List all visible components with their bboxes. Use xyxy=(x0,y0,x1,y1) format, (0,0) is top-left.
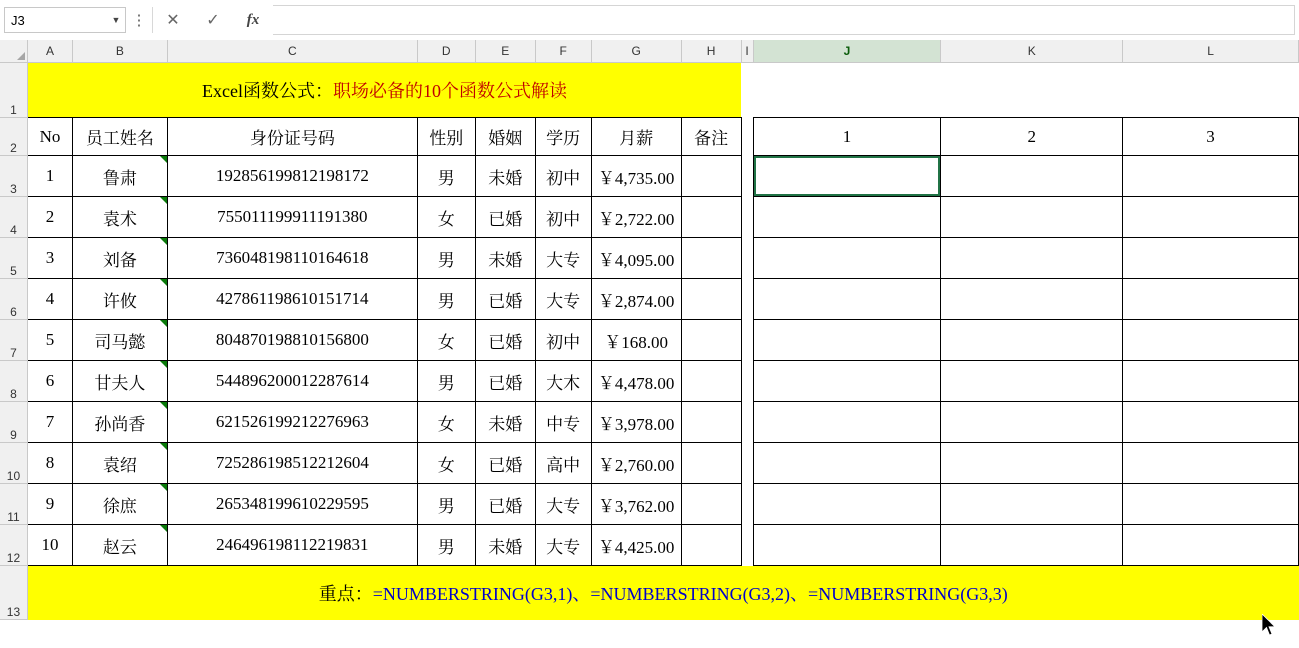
cell-id[interactable]: 265348199610229595 xyxy=(167,484,417,525)
cell-no[interactable]: 9 xyxy=(27,484,72,525)
cell-gender[interactable]: 女 xyxy=(417,402,475,443)
column-header-k[interactable]: K xyxy=(941,40,1123,63)
row-header-1[interactable]: 1 xyxy=(0,63,27,118)
cell-l12[interactable] xyxy=(1123,525,1299,566)
cell-gender[interactable]: 男 xyxy=(417,156,475,197)
table-row xyxy=(0,238,1299,279)
formula-input[interactable] xyxy=(273,5,1295,35)
more-options-icon[interactable]: ⋮ xyxy=(131,12,147,29)
cell-education[interactable]: 大专 xyxy=(535,238,591,279)
column-header-d[interactable]: D xyxy=(417,40,475,63)
cell-education[interactable]: 大木 xyxy=(535,361,591,402)
row-header-5[interactable]: 5 xyxy=(0,238,27,279)
cell-j6[interactable] xyxy=(753,279,941,320)
cell-marriage[interactable]: 未婚 xyxy=(475,156,535,197)
table-header-salary[interactable]: 月薪 xyxy=(591,118,681,156)
cell-l4[interactable] xyxy=(1123,197,1299,238)
cell-marriage[interactable]: 已婚 xyxy=(475,279,535,320)
cell-id[interactable]: 736048198110164618 xyxy=(167,238,417,279)
footer-label: 重点： xyxy=(318,583,373,604)
table-row xyxy=(0,361,1299,402)
column-header-c[interactable]: C xyxy=(167,40,417,63)
cell-j10[interactable] xyxy=(753,443,941,484)
cell-gender[interactable]: 男 xyxy=(417,525,475,566)
cell-marriage[interactable]: 已婚 xyxy=(475,443,535,484)
cell-marriage[interactable]: 未婚 xyxy=(475,525,535,566)
cell-id[interactable]: 246496198112219831 xyxy=(167,525,417,566)
cell-id[interactable]: 804870198810156800 xyxy=(167,320,417,361)
cell-name[interactable]: 许攸 xyxy=(72,279,167,320)
row-header-7[interactable]: 7 xyxy=(0,320,27,361)
footer-formulas: =NUMBERSTRING(G3,1)、=NUMBERSTRING(G3,2)、=NUMBERSTRING(G3,3) xyxy=(372,583,1008,604)
cell-salary[interactable]: ￥4,478.00 xyxy=(591,361,681,402)
name-box-value: J3 xyxy=(11,12,25,28)
cell-name[interactable]: 刘备 xyxy=(72,238,167,279)
cell-marriage[interactable]: 未婚 xyxy=(475,238,535,279)
cell-j5[interactable] xyxy=(753,238,941,279)
cell-k9[interactable] xyxy=(941,402,1123,443)
cell-no[interactable]: 7 xyxy=(27,402,72,443)
sheet-row-1 xyxy=(0,63,1299,118)
cell-k1[interactable] xyxy=(941,63,1123,118)
row-header-2[interactable]: 2 xyxy=(0,118,27,156)
cell-no[interactable]: 8 xyxy=(27,443,72,484)
column-header-a[interactable]: A xyxy=(27,40,72,63)
table-row xyxy=(0,279,1299,320)
cell-note[interactable] xyxy=(681,361,741,402)
sheet-table xyxy=(0,40,1299,620)
formula-bar xyxy=(0,0,1299,41)
cell-k5[interactable] xyxy=(941,238,1123,279)
cell-marriage[interactable]: 未婚 xyxy=(475,402,535,443)
cell-i10[interactable] xyxy=(741,443,753,484)
cell-k3[interactable] xyxy=(941,156,1123,197)
row-header-4[interactable]: 4 xyxy=(0,197,27,238)
cell-k6[interactable] xyxy=(941,279,1123,320)
cell-i6[interactable] xyxy=(741,279,753,320)
cell-gender[interactable]: 男 xyxy=(417,484,475,525)
cell-i2[interactable] xyxy=(741,118,753,156)
cell-note[interactable] xyxy=(681,402,741,443)
right-header-1[interactable]: 1 xyxy=(753,118,941,156)
cell-gender[interactable]: 男 xyxy=(417,279,475,320)
cell-j8[interactable] xyxy=(753,361,941,402)
cell-name[interactable]: 徐庶 xyxy=(72,484,167,525)
cell-name[interactable]: 甘夫人 xyxy=(72,361,167,402)
cell-l8[interactable] xyxy=(1123,361,1299,402)
table-header-id[interactable]: 身份证号码 xyxy=(167,118,417,156)
cell-j7[interactable] xyxy=(753,320,941,361)
cell-marriage[interactable]: 已婚 xyxy=(475,361,535,402)
table-row xyxy=(0,443,1299,484)
cell-note[interactable] xyxy=(681,238,741,279)
table-header-note[interactable]: 备注 xyxy=(681,118,741,156)
cell-id[interactable]: 725286198512212604 xyxy=(167,443,417,484)
cell-no[interactable]: 1 xyxy=(27,156,72,197)
cell-i9[interactable] xyxy=(741,402,753,443)
corner-triangle-icon xyxy=(17,52,25,60)
row-header-6[interactable]: 6 xyxy=(0,279,27,320)
table-header-gender[interactable]: 性别 xyxy=(417,118,475,156)
cell-l1[interactable] xyxy=(1123,63,1299,118)
cell-j11[interactable] xyxy=(753,484,941,525)
cell-note[interactable] xyxy=(681,525,741,566)
cell-l9[interactable] xyxy=(1123,402,1299,443)
cell-i4[interactable] xyxy=(741,197,753,238)
column-header-i[interactable]: I xyxy=(741,40,753,63)
cell-l11[interactable] xyxy=(1123,484,1299,525)
cell-i12[interactable] xyxy=(741,525,753,566)
cell-no[interactable]: 3 xyxy=(27,238,72,279)
cell-no[interactable]: 2 xyxy=(27,197,72,238)
table-row xyxy=(0,197,1299,238)
cell-name[interactable]: 赵云 xyxy=(72,525,167,566)
cell-id[interactable]: 544896200012287614 xyxy=(167,361,417,402)
cell-salary[interactable]: ￥4,425.00 xyxy=(591,525,681,566)
cell-education[interactable]: 大专 xyxy=(535,279,591,320)
select-all-corner[interactable] xyxy=(0,40,27,63)
cell-name[interactable]: 袁术 xyxy=(72,197,167,238)
cell-salary[interactable]: ￥2,722.00 xyxy=(591,197,681,238)
cell-i11[interactable] xyxy=(741,484,753,525)
cell-k4[interactable] xyxy=(941,197,1123,238)
table-row xyxy=(0,320,1299,361)
cell-salary[interactable]: ￥3,762.00 xyxy=(591,484,681,525)
cell-j9[interactable] xyxy=(753,402,941,443)
column-header-j[interactable]: J xyxy=(753,40,941,63)
cell-i5[interactable] xyxy=(741,238,753,279)
cancel-icon[interactable]: ✕ xyxy=(166,12,180,29)
confirm-icon[interactable]: ✓ xyxy=(206,12,220,29)
cell-name[interactable]: 孙尚香 xyxy=(72,402,167,443)
row-header-13[interactable]: 13 xyxy=(0,566,27,620)
cell-l5[interactable] xyxy=(1123,238,1299,279)
insert-function-icon[interactable]: fx xyxy=(246,11,260,28)
cell-j12[interactable] xyxy=(753,525,941,566)
title-banner xyxy=(27,63,741,118)
cell-gender[interactable]: 男 xyxy=(417,361,475,402)
cell-id[interactable]: 427861198610151714 xyxy=(167,279,417,320)
cell-note[interactable] xyxy=(681,279,741,320)
column-header-h[interactable]: H xyxy=(681,40,741,63)
cell-education[interactable]: 大专 xyxy=(535,484,591,525)
title-highlight: 职场必备的10个函数公式解读 xyxy=(333,81,568,101)
name-box[interactable] xyxy=(4,7,126,33)
cell-i3[interactable] xyxy=(741,156,753,197)
column-header-f[interactable]: F xyxy=(535,40,591,63)
cell-gender[interactable]: 女 xyxy=(417,320,475,361)
cell-l6[interactable] xyxy=(1123,279,1299,320)
cell-marriage[interactable]: 已婚 xyxy=(475,320,535,361)
cell-note[interactable] xyxy=(681,443,741,484)
row-header-11[interactable]: 11 xyxy=(0,484,27,525)
cell-id[interactable]: 755011199911191380 xyxy=(167,197,417,238)
cell-education[interactable]: 中专 xyxy=(535,402,591,443)
cell-marriage[interactable]: 已婚 xyxy=(475,197,535,238)
right-header-2[interactable]: 2 xyxy=(941,118,1123,156)
cell-marriage[interactable]: 已婚 xyxy=(475,484,535,525)
cell-gender[interactable]: 女 xyxy=(417,197,475,238)
right-header-3[interactable]: 3 xyxy=(1123,118,1299,156)
row-header-8[interactable]: 8 xyxy=(0,361,27,402)
footer-banner xyxy=(27,566,1298,620)
cell-j1[interactable] xyxy=(753,63,941,118)
cell-j4[interactable] xyxy=(753,197,941,238)
cell-salary[interactable]: ￥4,735.00 xyxy=(591,156,681,197)
cell-k12[interactable] xyxy=(941,525,1123,566)
cell-salary[interactable]: ￥2,760.00 xyxy=(591,443,681,484)
cell-education[interactable]: 初中 xyxy=(535,197,591,238)
table-row xyxy=(0,156,1299,197)
cell-k8[interactable] xyxy=(941,361,1123,402)
cell-l3[interactable] xyxy=(1123,156,1299,197)
row-header-9[interactable]: 9 xyxy=(0,402,27,443)
cell-note[interactable] xyxy=(681,320,741,361)
cell-i8[interactable] xyxy=(741,361,753,402)
cell-j3[interactable] xyxy=(753,156,941,197)
table-header-name[interactable]: 员工姓名 xyxy=(72,118,167,156)
cell-name[interactable]: 袁绍 xyxy=(72,443,167,484)
cell-no[interactable]: 4 xyxy=(27,279,72,320)
chevron-down-icon[interactable]: ▼ xyxy=(111,15,121,25)
cell-k7[interactable] xyxy=(941,320,1123,361)
cell-education[interactable]: 大专 xyxy=(535,525,591,566)
cell-id[interactable]: 192856199812198172 xyxy=(167,156,417,197)
cell-no[interactable]: 6 xyxy=(27,361,72,402)
cell-education[interactable]: 初中 xyxy=(535,320,591,361)
table-row xyxy=(0,484,1299,525)
cell-note[interactable] xyxy=(681,156,741,197)
table-header-education[interactable]: 学历 xyxy=(535,118,591,156)
cell-salary[interactable]: ￥3,978.00 xyxy=(591,402,681,443)
table-header-marriage[interactable]: 婚姻 xyxy=(475,118,535,156)
cell-education[interactable]: 初中 xyxy=(535,156,591,197)
table-header-no[interactable]: No xyxy=(27,118,72,156)
column-header-b[interactable]: B xyxy=(72,40,167,63)
cell-salary[interactable]: ￥168.00 xyxy=(591,320,681,361)
cell-id[interactable]: 621526199212276963 xyxy=(167,402,417,443)
cell-k10[interactable] xyxy=(941,443,1123,484)
column-header-row xyxy=(0,40,1299,63)
cell-i7[interactable] xyxy=(741,320,753,361)
cell-l7[interactable] xyxy=(1123,320,1299,361)
cell-no[interactable]: 10 xyxy=(27,525,72,566)
cell-gender[interactable]: 女 xyxy=(417,443,475,484)
cell-name[interactable]: 鲁肃 xyxy=(72,156,167,197)
column-header-l[interactable]: L xyxy=(1123,40,1299,63)
row-header-10[interactable]: 10 xyxy=(0,443,27,484)
table-row xyxy=(0,402,1299,443)
cell-note[interactable] xyxy=(681,484,741,525)
cell-l10[interactable] xyxy=(1123,443,1299,484)
cell-gender[interactable]: 男 xyxy=(417,238,475,279)
column-header-g[interactable]: G xyxy=(591,40,681,63)
cell-no[interactable]: 5 xyxy=(27,320,72,361)
row-header-12[interactable]: 12 xyxy=(0,525,27,566)
column-header-e[interactable]: E xyxy=(475,40,535,63)
cell-note[interactable] xyxy=(681,197,741,238)
row-header-3[interactable]: 3 xyxy=(0,156,27,197)
title-prefix: Excel函数公式： xyxy=(202,81,334,101)
cell-k11[interactable] xyxy=(941,484,1123,525)
cell-i1[interactable] xyxy=(741,63,753,118)
cell-salary[interactable]: ￥2,874.00 xyxy=(591,279,681,320)
table-row xyxy=(0,525,1299,566)
sheet-row-2 xyxy=(0,118,1299,156)
cell-name[interactable]: 司马懿 xyxy=(72,320,167,361)
spreadsheet-grid[interactable] xyxy=(0,40,1299,648)
cell-salary[interactable]: ￥4,095.00 xyxy=(591,238,681,279)
cell-education[interactable]: 高中 xyxy=(535,443,591,484)
sheet-row-13 xyxy=(0,566,1299,620)
